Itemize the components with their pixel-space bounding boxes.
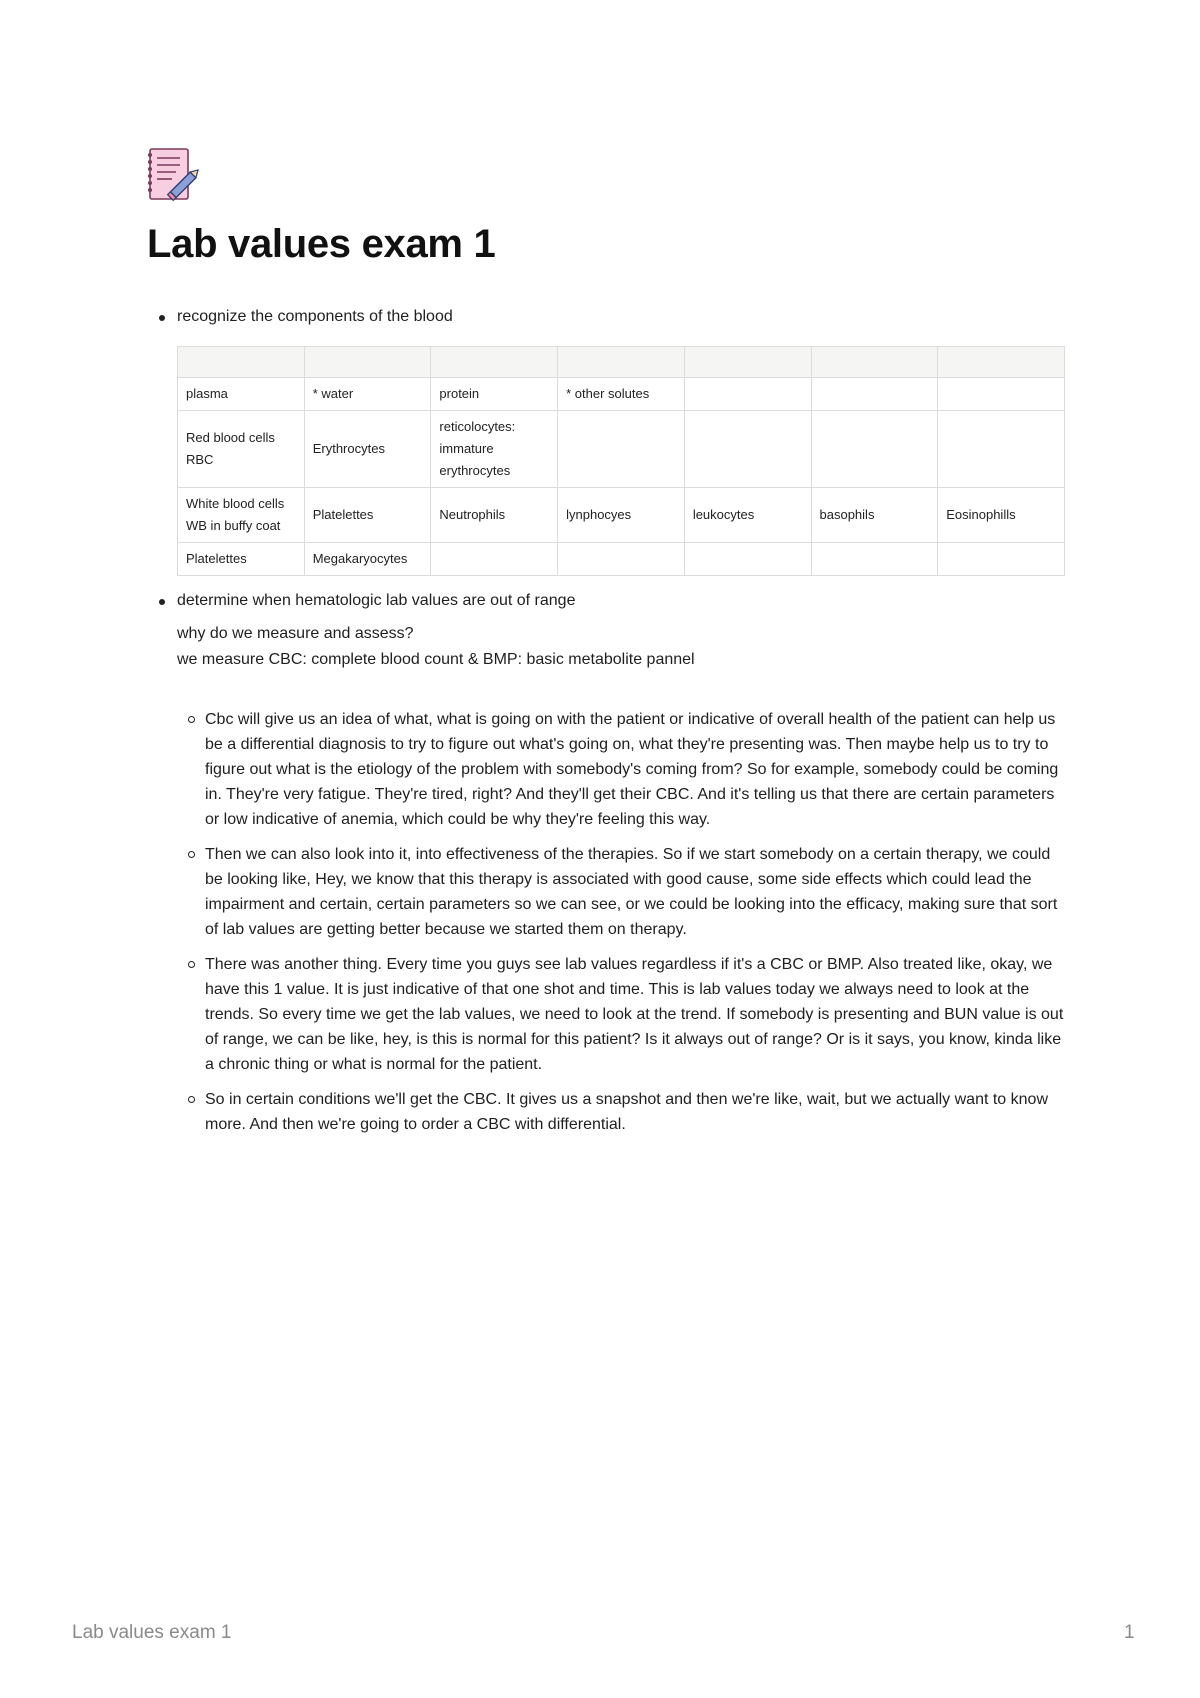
- bullet-list: [155, 590, 1065, 612]
- table-cell: * water: [304, 378, 431, 411]
- table-row: [178, 543, 1065, 576]
- table-header-cell: [684, 347, 811, 378]
- table-cell: [938, 411, 1065, 488]
- table-cell: [684, 411, 811, 488]
- bullet-components: recognize the components of the blood: [155, 306, 1065, 328]
- table-cell: leukocytes: [684, 488, 811, 543]
- table-cell: lynphocyes: [558, 488, 685, 543]
- table-cell: [684, 378, 811, 411]
- table-cell: [811, 543, 938, 576]
- table-cell: [938, 543, 1065, 576]
- table-header-cell: [304, 347, 431, 378]
- sub-bullet-list: [155, 707, 1065, 1137]
- table-cell: basophils: [811, 488, 938, 543]
- sub-bullet: Cbc will give us an idea of what, what is going on with the patient or indicative of overall health of the patient can help us be a differential diagnosis to try to figure out what's going on, what they're presenting was. Then maybe help us to try to figure out what is the etiology of the problem with somebody's coming from? So for example, somebody could be coming in. They're very fatigue. They're tired, right? And they'll get their CBC. And it's telling us that there are certain parameters or low indicative of anemia, which could be why they're feeling this way.: [205, 707, 1065, 832]
- table-row: [178, 488, 1065, 543]
- table-row: [178, 378, 1065, 411]
- bullet-out-of-range: determine when hematologic lab values are out of range: [155, 590, 1065, 612]
- table-cell: Erythrocytes: [304, 411, 431, 488]
- table-header-cell: [938, 347, 1065, 378]
- note-line: we measure CBC: complete blood count & BMP: basic metabolite pannel: [177, 651, 695, 668]
- table-header-cell: [431, 347, 558, 378]
- table-cell: Platelettes: [178, 543, 305, 576]
- sub-bullet: There was another thing. Every time you guys see lab values regardless if it's a CBC or BMP. Also treated like, okay, we have this 1 value. It is just indicative of that one shot and time. This is lab values today we always need to look at the trends. So every time we get the lab values, we need to look at the trend. If somebody is presenting and BUN value is out of range, we can be like, hey, is this is normal for this patient? Is it always out of range? Or is it says, you know, kinda like a chronic thing or what is normal for the patient.: [205, 952, 1065, 1077]
- table-cell: [431, 543, 558, 576]
- table-cell: [684, 543, 811, 576]
- table-cell: reticolocytes: immature erythrocytes: [431, 411, 558, 488]
- table-cell: plasma: [178, 378, 305, 411]
- table-cell: Megakaryocytes: [304, 543, 431, 576]
- table-cell: Platelettes: [304, 488, 431, 543]
- table-cell: [558, 411, 685, 488]
- table-cell: [938, 378, 1065, 411]
- table-header-cell: [178, 347, 305, 378]
- table-header-row: [178, 347, 1065, 378]
- table-cell: Neutrophils: [431, 488, 558, 543]
- sub-bullet: Then we can also look into it, into effectiveness of the therapies. So if we start somebody on a certain therapy, we could be looking like, Hey, we know that this therapy is associated with good cause, some side effects which could lead the impairment and certain, certain parameters so we can see, or we could be looking into the efficacy, making sure that sort of lab values are getting better because we started them on therapy.: [205, 842, 1065, 942]
- note-block: [155, 620, 1065, 673]
- table-cell: White blood cells WB in buffy coat: [178, 488, 305, 543]
- table-cell: protein: [431, 378, 558, 411]
- table-cell: [811, 378, 938, 411]
- table-header-cell: [811, 347, 938, 378]
- footer-title: Lab values exam 1: [72, 1622, 232, 1643]
- table-cell: Red blood cells RBC: [178, 411, 305, 488]
- notepad-pencil-icon: [146, 146, 204, 204]
- sub-bullet: So in certain conditions we'll get the CBC. It gives us a snapshot and then we're like, wait, but we actually want to know more. And then we're going to order a CBC with differential.: [205, 1087, 1065, 1137]
- note-line: why do we measure and assess?: [177, 625, 414, 642]
- blood-components-table: [177, 346, 1065, 576]
- table-row: [178, 411, 1065, 488]
- table-cell: Eosinophills: [938, 488, 1065, 543]
- table-cell: [558, 543, 685, 576]
- table-header-cell: [558, 347, 685, 378]
- page-number: 1: [1124, 1622, 1135, 1643]
- page-title: Lab values exam 1: [147, 222, 496, 266]
- table-cell: [811, 411, 938, 488]
- bullet-list: [155, 306, 1065, 328]
- page-content: [155, 306, 1065, 1147]
- table-cell: * other solutes: [558, 378, 685, 411]
